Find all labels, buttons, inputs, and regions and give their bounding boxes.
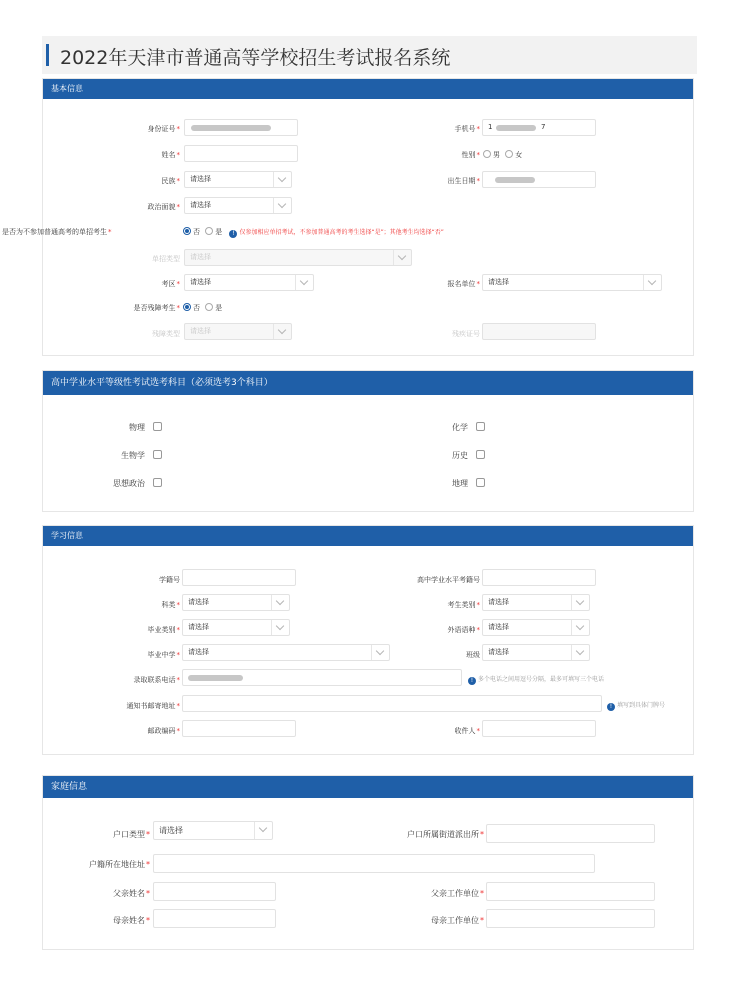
info-icon: ! bbox=[607, 703, 615, 711]
chevron-down-icon bbox=[393, 250, 411, 265]
disabled-radio-group bbox=[180, 303, 222, 313]
basic-info-header: 基本信息 bbox=[43, 79, 693, 99]
chevron-down-icon bbox=[271, 595, 289, 610]
contact-phone-note: ! 多个电话之间用逗号分隔，最多可填写三个电话 bbox=[468, 674, 604, 685]
phone-input[interactable]: 1 7 bbox=[482, 119, 596, 136]
subject-geography-checkbox[interactable] bbox=[476, 478, 485, 487]
mother-work-label: 母亲工作单位* bbox=[431, 916, 484, 925]
police-station-label: 户口所属街道派出所* bbox=[407, 830, 484, 839]
gender-label: 性别* bbox=[461, 151, 480, 159]
mother-name-input[interactable] bbox=[153, 909, 276, 928]
single-exam-note: 仅参加相应单招考试，不参加普通高考的考生选择“是”；其他考生均选择“否” bbox=[239, 229, 444, 236]
chevron-down-icon bbox=[273, 198, 291, 213]
gender-male-radio[interactable] bbox=[483, 150, 491, 158]
student-number-input[interactable] bbox=[182, 569, 296, 586]
hukou-type-label: 户口类型* bbox=[113, 830, 150, 839]
disabled-no-radio[interactable] bbox=[183, 303, 191, 311]
police-station-input[interactable] bbox=[486, 824, 655, 843]
political-status-select[interactable]: 请选择 bbox=[184, 197, 292, 214]
father-name-input[interactable] bbox=[153, 882, 276, 901]
chevron-down-icon bbox=[643, 275, 661, 290]
chevron-down-icon bbox=[571, 620, 589, 635]
birth-date-label: 出生日期* bbox=[447, 177, 480, 185]
graduation-type-label: 毕业类别* bbox=[147, 626, 180, 634]
candidate-type-select[interactable]: 请选择 bbox=[482, 594, 590, 611]
chevron-down-icon bbox=[271, 620, 289, 635]
graduation-school-label: 毕业中学* bbox=[147, 651, 180, 659]
disabled-candidate-label: 是否残障考生* bbox=[133, 304, 180, 312]
single-exam-no-text: 否 bbox=[193, 228, 200, 236]
disabled-yes-radio[interactable] bbox=[205, 303, 213, 311]
subject-chemistry-checkbox[interactable] bbox=[476, 422, 485, 431]
family-info-header: 家庭信息 bbox=[43, 776, 693, 798]
class-select[interactable]: 请选择 bbox=[482, 644, 590, 661]
registration-unit-label: 报名单位* bbox=[447, 280, 480, 288]
info-icon: ! bbox=[468, 677, 476, 685]
name-input[interactable] bbox=[184, 145, 298, 162]
ethnicity-select[interactable]: 请选择 bbox=[184, 171, 292, 188]
study-info-header: 学习信息 bbox=[43, 526, 693, 546]
gender-female-radio[interactable] bbox=[505, 150, 513, 158]
subject-history-label: 历史 bbox=[452, 451, 468, 460]
recipient-label: 收件人* bbox=[454, 727, 480, 735]
hukou-address-input[interactable] bbox=[153, 854, 595, 873]
chevron-down-icon bbox=[571, 595, 589, 610]
disabled-no-text: 否 bbox=[193, 304, 200, 312]
class-label: 班级 bbox=[466, 651, 480, 659]
gender-radio-group bbox=[480, 150, 522, 160]
foreign-language-select[interactable]: 请选择 bbox=[482, 619, 590, 636]
foreign-language-label: 外语语种* bbox=[447, 626, 480, 634]
exam-number-input[interactable] bbox=[482, 569, 596, 586]
political-status-label: 政治面貌* bbox=[147, 203, 180, 211]
father-work-input[interactable] bbox=[486, 882, 655, 901]
subject-biology-label: 生物学 bbox=[121, 451, 145, 460]
disability-type-label: 残障类型 bbox=[152, 330, 180, 338]
district-select[interactable]: 请选择 bbox=[184, 274, 314, 291]
subject-politics-checkbox[interactable] bbox=[153, 478, 162, 487]
mother-name-label: 母亲姓名* bbox=[113, 916, 150, 925]
registration-unit-select[interactable]: 请选择 bbox=[482, 274, 662, 291]
subject-history-checkbox[interactable] bbox=[476, 450, 485, 459]
single-exam-yes-radio[interactable] bbox=[205, 227, 213, 235]
disability-cert-label: 残疾证号 bbox=[452, 330, 480, 338]
postcode-input[interactable] bbox=[182, 720, 296, 737]
info-icon: ! bbox=[229, 230, 237, 238]
recipient-input[interactable] bbox=[482, 720, 596, 737]
id-number-input[interactable] bbox=[184, 119, 298, 136]
postcode-label: 邮政编码* bbox=[147, 727, 180, 735]
student-number-label: 学籍号 bbox=[159, 576, 180, 584]
chevron-down-icon bbox=[273, 172, 291, 187]
single-exam-yes-text: 是 bbox=[215, 228, 223, 236]
single-exam-no-radio[interactable] bbox=[183, 227, 191, 235]
ethnicity-label: 民族* bbox=[161, 177, 180, 185]
study-info-panel bbox=[42, 525, 694, 755]
basic-info-panel bbox=[42, 78, 694, 356]
district-label: 考区* bbox=[161, 280, 180, 288]
category-label: 科类* bbox=[161, 601, 180, 609]
subject-chemistry-label: 化学 bbox=[452, 423, 468, 432]
mail-address-label: 通知书邮寄地址* bbox=[126, 702, 180, 710]
father-name-label: 父亲姓名* bbox=[113, 889, 150, 898]
single-exam-radio-group bbox=[180, 227, 444, 238]
subject-biology-checkbox[interactable] bbox=[153, 450, 162, 459]
subject-physics-label: 物理 bbox=[129, 423, 145, 432]
exam-number-label: 高中学业水平考籍号 bbox=[417, 576, 480, 584]
disability-cert-input bbox=[482, 323, 596, 340]
subjects-header: 高中学业水平等级性考试选考科目（必须选考3个科目） bbox=[43, 371, 693, 395]
subject-politics-label: 思想政治 bbox=[113, 479, 145, 488]
gender-male-text: 男 bbox=[493, 151, 500, 159]
chevron-down-icon bbox=[295, 275, 313, 290]
mail-address-note: ! 填写到具体门牌号 bbox=[607, 700, 665, 711]
mother-work-input[interactable] bbox=[486, 909, 655, 928]
birth-date-input[interactable] bbox=[482, 171, 596, 188]
subject-physics-checkbox[interactable] bbox=[153, 422, 162, 431]
name-label: 姓名* bbox=[161, 151, 180, 159]
phone-label: 手机号* bbox=[454, 125, 480, 133]
page-title: 2022年天津市普通高等学校招生考试报名系统 bbox=[60, 47, 451, 69]
mail-address-input[interactable] bbox=[182, 695, 602, 712]
title-accent-bar bbox=[46, 44, 49, 66]
hukou-address-label: 户籍所在地住址* bbox=[89, 860, 150, 869]
father-work-label: 父亲工作单位* bbox=[431, 889, 484, 898]
single-type-label: 单招类型 bbox=[152, 255, 180, 263]
chevron-down-icon bbox=[371, 645, 389, 660]
chevron-down-icon bbox=[254, 822, 272, 839]
subjects-panel bbox=[42, 370, 694, 512]
contact-phone-label: 录取联系电话* bbox=[133, 676, 180, 684]
disabled-yes-text: 是 bbox=[215, 304, 223, 312]
page-title-bar bbox=[42, 36, 697, 74]
graduation-type-select[interactable]: 请选择 bbox=[182, 619, 290, 636]
disability-type-select: 请选择 bbox=[184, 323, 292, 340]
category-select[interactable]: 请选择 bbox=[182, 594, 290, 611]
graduation-school-select[interactable]: 请选择 bbox=[182, 644, 390, 661]
gender-female-text: 女 bbox=[515, 151, 523, 159]
single-type-select: 请选择 bbox=[184, 249, 412, 266]
candidate-type-label: 考生类别* bbox=[447, 601, 480, 609]
id-number-label: 身份证号* bbox=[147, 125, 180, 133]
contact-phone-input[interactable] bbox=[182, 669, 462, 686]
chevron-down-icon bbox=[273, 324, 291, 339]
subject-geography-label: 地理 bbox=[452, 479, 468, 488]
hukou-type-select[interactable]: 请选择 bbox=[153, 821, 273, 840]
chevron-down-icon bbox=[571, 645, 589, 660]
single-exam-label: 是否为不参加普通高考的单招考生* bbox=[2, 228, 112, 236]
